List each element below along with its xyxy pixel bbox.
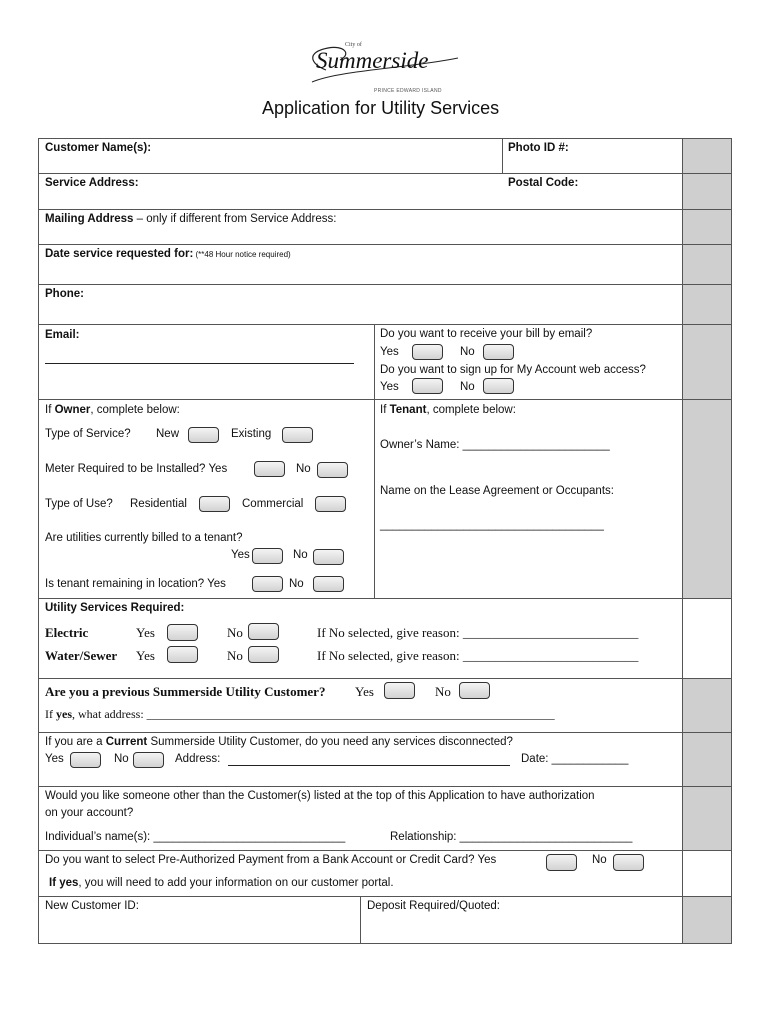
- email-label: Email:: [45, 329, 80, 341]
- bill-email-no-checkbox[interactable]: [483, 344, 514, 360]
- existing-label: Existing: [231, 428, 272, 440]
- water-no-label: No: [227, 648, 243, 663]
- owner-name-field[interactable]: Owner’s Name: _______________________: [380, 439, 610, 451]
- relationship-field[interactable]: Relationship: ___________________________: [390, 831, 633, 843]
- myaccount-yes-label: Yes: [380, 381, 399, 393]
- myaccount-question: Do you want to sign up for My Account web access?: [380, 364, 646, 376]
- service-new-checkbox[interactable]: [188, 427, 219, 443]
- office-use-column-3: [682, 896, 731, 943]
- disconnect-yes-checkbox[interactable]: [70, 752, 101, 768]
- preauth-no-checkbox[interactable]: [613, 854, 644, 871]
- billed-tenant-label: Are utilities currently billed to a tenant?: [45, 532, 243, 544]
- meter-yes-checkbox[interactable]: [254, 461, 285, 477]
- disconnect-address-label: Address:: [175, 753, 221, 765]
- billed-tenant-no-checkbox[interactable]: [313, 549, 344, 565]
- bill-email-question: Do you want to receive your bill by email?: [380, 328, 593, 340]
- date-requested-label: Date service requested for: (**48 Hour notice required): [45, 248, 291, 260]
- electric-yes-label: Yes: [136, 625, 155, 640]
- billed-tenant-yes-label: Yes: [231, 549, 250, 561]
- water-reason-field[interactable]: If No selected, give reason: ___________________________: [317, 648, 639, 663]
- authorization-question-line1: Would you like someone other than the Customer(s) listed at the top of this Application to have authorization: [45, 790, 595, 802]
- commercial-label: Commercial: [242, 498, 304, 510]
- disconnect-address-field[interactable]: [228, 765, 510, 766]
- previous-yes-label: Yes: [355, 684, 374, 699]
- previous-yes-checkbox[interactable]: [384, 682, 415, 699]
- electric-yes-checkbox[interactable]: [167, 624, 198, 641]
- logo-tagline: PRINCE EDWARD ISLAND: [374, 88, 442, 94]
- electric-reason-field[interactable]: If No selected, give reason: ___________________________: [317, 625, 639, 640]
- billed-tenant-yes-checkbox[interactable]: [252, 548, 283, 564]
- disconnect-no-checkbox[interactable]: [133, 752, 164, 768]
- previous-address-field[interactable]: If yes, what address: ____________________________________________________________________: [45, 707, 555, 721]
- service-existing-checkbox[interactable]: [282, 427, 313, 443]
- owner-heading: If Owner, complete below:: [45, 404, 180, 416]
- mailing-address-label: Mailing Address – only if different from Service Address:: [45, 213, 337, 225]
- bill-email-yes-checkbox[interactable]: [412, 344, 443, 360]
- authorization-question-line2: on your account?: [45, 807, 134, 819]
- phone-label: Phone:: [45, 288, 84, 300]
- page-title: Application for Utility Services: [262, 98, 500, 118]
- disconnect-date-field[interactable]: Date: ____________: [521, 753, 629, 765]
- lease-name-label: Name on the Lease Agreement or Occupants:: [380, 485, 614, 497]
- myaccount-no-label: No: [460, 381, 475, 393]
- use-commercial-checkbox[interactable]: [315, 496, 346, 512]
- myaccount-yes-checkbox[interactable]: [412, 378, 443, 394]
- logo-pre: City of: [345, 42, 362, 48]
- customer-name-label: Customer Name(s):: [45, 142, 152, 154]
- new-label: New: [156, 428, 180, 440]
- tenant-remaining-no-checkbox[interactable]: [313, 576, 344, 592]
- residential-label: Residential: [130, 498, 187, 510]
- previous-no-label: No: [435, 684, 451, 699]
- preauth-no-label: No: [592, 854, 607, 866]
- use-residential-checkbox[interactable]: [199, 496, 230, 512]
- water-sewer-label: Water/Sewer: [45, 648, 118, 663]
- tenant-remaining-label: Is tenant remaining in location? Yes: [45, 578, 226, 590]
- preauth-question: Do you want to select Pre-Authorized Payment from a Bank Account or Credit Card? Yes: [45, 854, 497, 866]
- billed-tenant-no-label: No: [293, 549, 308, 561]
- previous-no-checkbox[interactable]: [459, 682, 490, 699]
- bill-email-yes-label: Yes: [380, 346, 399, 358]
- individual-name-field[interactable]: Individual’s name(s): ______________________________: [45, 831, 346, 843]
- email-field-line[interactable]: [45, 363, 354, 364]
- meter-required-label: Meter Required to be Installed? Yes: [45, 463, 228, 475]
- tenant-heading: If Tenant, complete below:: [380, 404, 516, 416]
- new-customer-id-label: New Customer ID:: [45, 900, 139, 912]
- meter-no-checkbox[interactable]: [317, 462, 348, 478]
- water-no-checkbox[interactable]: [248, 646, 279, 663]
- service-address-label: Service Address:: [45, 177, 139, 189]
- water-yes-checkbox[interactable]: [167, 646, 198, 663]
- type-of-use-label: Type of Use?: [45, 498, 113, 510]
- tenant-remaining-no-label: No: [289, 578, 304, 590]
- deposit-label: Deposit Required/Quoted:: [367, 900, 500, 912]
- disconnect-no-label: No: [114, 753, 129, 765]
- office-use-column-2: [682, 678, 731, 850]
- postal-code-label: Postal Code:: [508, 177, 579, 189]
- current-customer-question: If you are a Current Summerside Utility Customer, do you need any services disconnected?: [45, 736, 513, 748]
- myaccount-no-checkbox[interactable]: [483, 378, 514, 394]
- city-logo: [300, 40, 470, 98]
- office-use-column: [682, 138, 731, 598]
- tenant-remaining-yes-checkbox[interactable]: [252, 576, 283, 592]
- meter-no-label: No: [296, 463, 311, 475]
- electric-no-label: No: [227, 625, 243, 640]
- photo-id-label: Photo ID #:: [508, 142, 569, 154]
- electric-no-checkbox[interactable]: [248, 623, 279, 640]
- utility-services-heading: Utility Services Required:: [45, 602, 185, 614]
- water-yes-label: Yes: [136, 648, 155, 663]
- preauth-note: If yes, you will need to add your information on our customer portal.: [49, 877, 394, 889]
- disconnect-yes-label: Yes: [45, 753, 64, 765]
- preauth-yes-checkbox[interactable]: [546, 854, 577, 871]
- logo-name: Summerside: [316, 48, 429, 73]
- electric-label: Electric: [45, 625, 89, 640]
- type-of-service-label: Type of Service?: [45, 428, 131, 440]
- lease-name-field[interactable]: ___________________________________: [380, 519, 604, 531]
- bill-email-no-label: No: [460, 346, 475, 358]
- previous-customer-question: Are you a previous Summerside Utility Customer?: [45, 684, 326, 699]
